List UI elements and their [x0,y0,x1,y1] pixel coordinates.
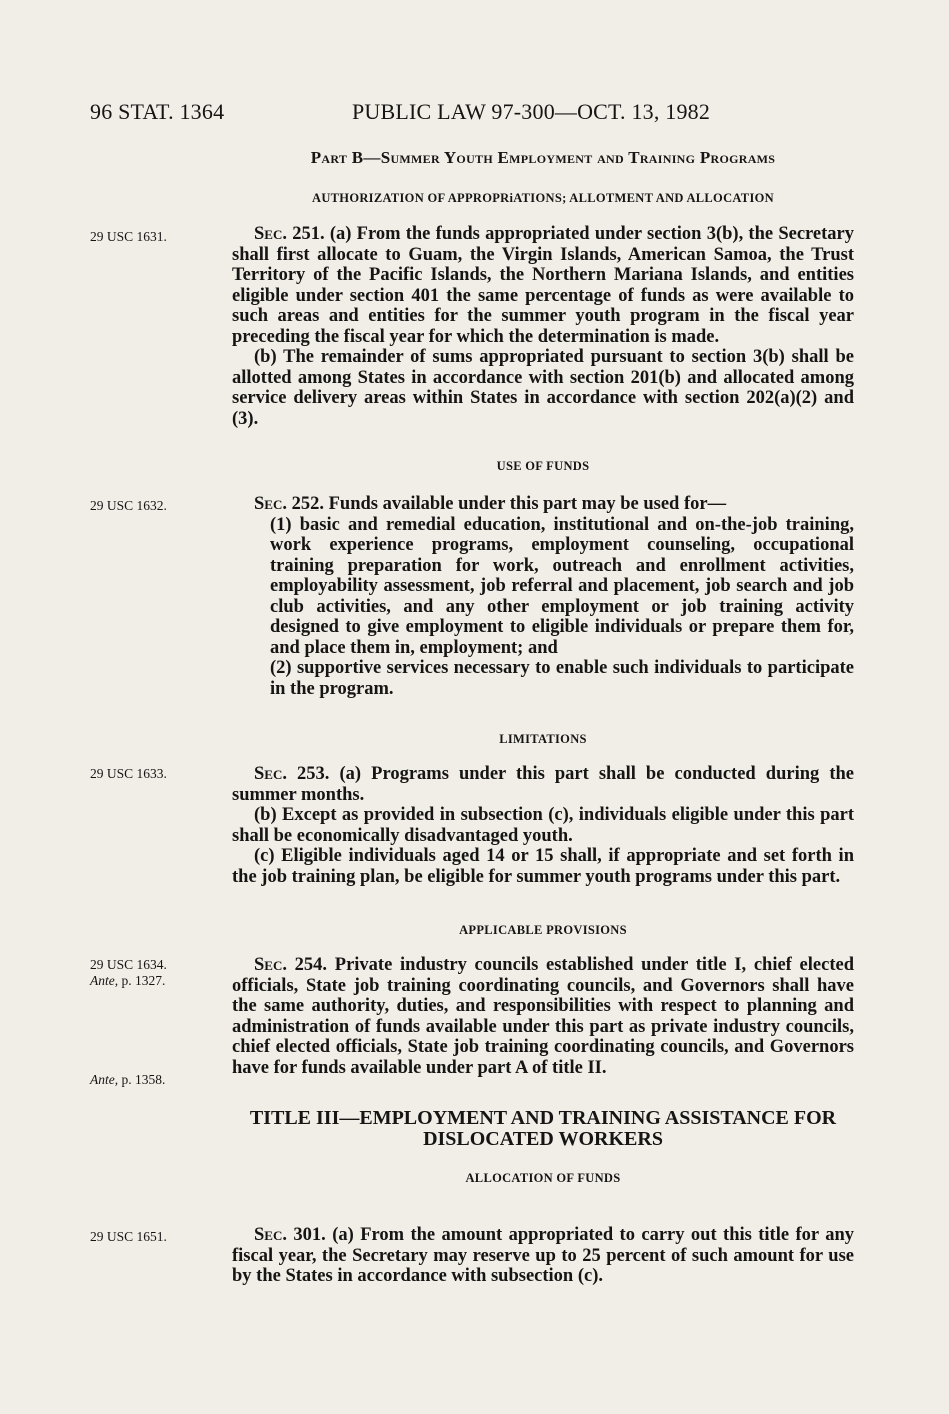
ante-page: p. 1327. [121,973,166,988]
section-label: Sec. 253. [254,764,330,784]
section-251 [232,224,854,429]
heading-authorization: AUTHORIZATION OF APPROPRiATIONS; ALLOTMENT AND ALLOCATION [312,191,774,205]
section-label: Sec. 252. [254,494,324,514]
law-citation: PUBLIC LAW 97-300—OCT. 13, 1982 [352,99,711,124]
section-251-b: (b) The remainder of sums appropriated pursuant to section 3(b) shall be allotted among States in accordance with section 201(b) and allocated among service delivery areas within States in accordance with section 202(a)(2) and (3). [232,347,854,429]
title-iii-line-1: TITLE III—EMPLOYMENT AND TRAINING ASSISTANCE FOR [249,1107,837,1129]
ante-label: Ante, [90,973,119,988]
section-301-a: (a) From the amount appropriated to carry out this title for any fiscal year, the Secretary may reserve up to 25 percent of such amount for use by the States in accordance with subsection (c). [232,1225,854,1286]
section-252-intro: Funds available under this part may be used for— [328,494,727,514]
section-254-text: Private industry councils established under title I, chief elected officials, State job training coordinating councils, and Governors shall have the same authority, duties, and responsibilities with respect to planning and administration of funds available under this part as private industry councils, chief elected officials, State job training coordinating councils, and Governors have for funds available under part A of title II. [232,955,854,1078]
ante-page: p. 1358. [121,1072,166,1087]
section-label: Sec. 301. [254,1225,326,1245]
section-254 [232,955,854,1078]
margin-note-usc1633: 29 USC 1633. [90,766,167,781]
margin-note-usc1634: 29 USC 1634. [90,957,167,972]
section-251-a: (a) From the funds appropriated under section 3(b), the Secretary shall first allocate to Guam, the Virgin Islands, American Samoa, the Trust Territory of the Pacific Islands, the Northern Mariana Islands, and entities eligible under section 401 the same percentage of funds as were available to such areas and entities for the summer youth program in the fiscal year preceding the fiscal year for which the determination is made. [232,224,855,347]
stat-page-number: 96 STAT. 1364 [90,99,225,124]
heading-limitations: LIMITATIONS [499,732,587,746]
ante-label: Ante, [90,1072,119,1087]
heading-allocation-of-funds: ALLOCATION OF FUNDS [465,1171,621,1185]
section-301 [232,1225,854,1287]
title-iii-heading [232,1108,854,1150]
margin-note-ante-1358 [90,1071,165,1088]
section-253-a: (a) Programs under this part shall be conducted during the summer months. [232,764,854,805]
section-label: Sec. 251. [254,224,325,244]
section-252-item-2: (2) supportive services necessary to enable such individuals to participate in the program. [270,658,854,699]
section-252-item-1: (1) basic and remedial education, institutional and on-the-job training, work experience programs, employment counseling, occupational training preparation for work, outreach and enrollment activities, employability assessment, job referral and placement, job search and job club activities, and any other employment or job training activity designed to give employment to eligible individuals or prepare them for, and place them in, employment; and [270,514,854,658]
section-253 [232,764,854,887]
title-iii-line-2: DISLOCATED WORKERS [423,1128,663,1150]
section-label: Sec. 254. [254,955,328,975]
margin-note-usc1632: 29 USC 1632. [90,498,167,513]
margin-note-usc1651: 29 USC 1651. [90,1229,167,1244]
section-253-c: (c) Eligible individuals aged 14 or 15 shall, if appropriate and set forth in the job training plan, be eligible for summer youth programs under this part. [232,846,854,887]
section-252 [232,494,854,699]
part-title: Part B—Summer Youth Employment and Training Programs [310,148,776,167]
margin-note-usc1631: 29 USC 1631. [90,229,167,244]
heading-use-of-funds: USE OF FUNDS [496,459,590,473]
heading-applicable-provisions: APPLICABLE PROVISIONS [459,923,627,937]
margin-note-ante-1327 [90,972,165,989]
section-253-b: (b) Except as provided in subsection (c), individuals eligible under this part shall be economically disadvantaged youth. [232,805,854,846]
